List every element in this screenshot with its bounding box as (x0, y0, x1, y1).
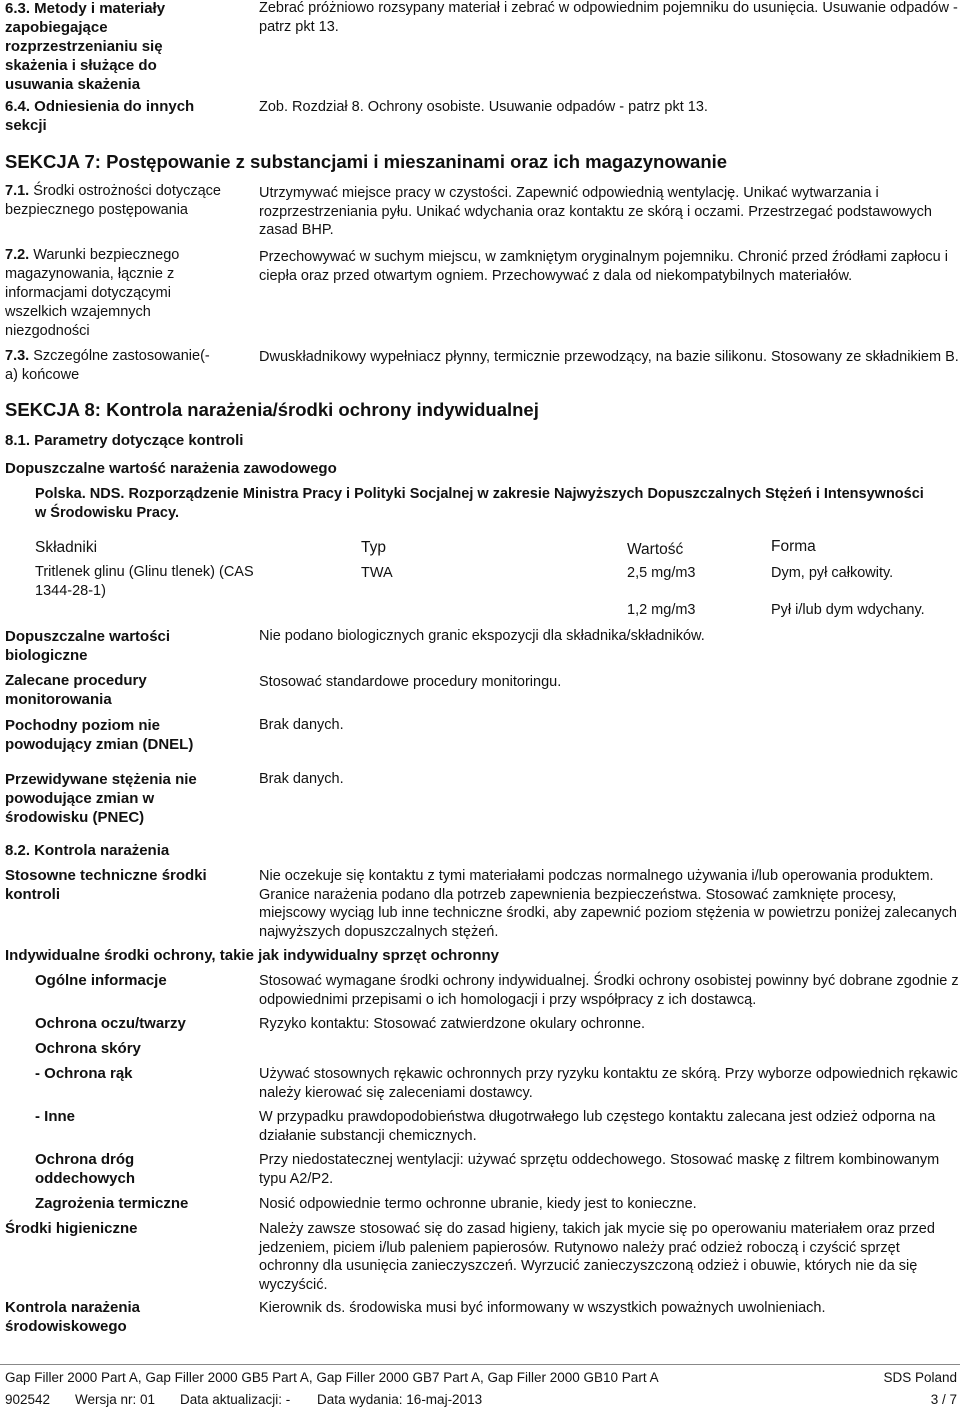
footer-issued: Data wydania: 16-maj-2013 (317, 1392, 483, 1407)
section-8-2-heading: 8.2. Kontrola narażenia (5, 842, 170, 859)
dnel-text: Brak danych. (259, 717, 344, 733)
table-cell-component: Tritlenek glinu (Glinu tlenek) (CAS 1344-28-1) (35, 564, 254, 599)
section-7-1-label (5, 182, 225, 220)
skin-protection-label: Ochrona skóry (35, 1040, 141, 1057)
engineering-controls-label: Stosowne techniczne środki kontroli (5, 867, 207, 903)
footer-divider (0, 1364, 960, 1365)
other-protection-label: - Inne (35, 1108, 75, 1125)
section-7-2-title: Warunki bezpiecznego magazynowania, łącznie z informacjami dotyczącymi wszelkich wzajemnych niezgodności (5, 247, 180, 339)
hygiene-label: Środki higieniczne (5, 1220, 138, 1237)
thermal-hazards-label: Zagrożenia termiczne (35, 1195, 189, 1212)
general-info-label: Ogólne informacje (35, 972, 167, 989)
pnec-text: Brak danych. (259, 771, 344, 787)
section-6-4-label: 6.4. Odniesienia do innych sekcji (5, 98, 195, 134)
table-cell-value: 1,2 mg/m3 (627, 602, 696, 618)
section-7-2-number: 7.2. (5, 247, 30, 263)
pnec-label: Przewidywane stężenia nie powodujące zmian w środowisku (PNEC) (5, 771, 197, 826)
section-7-3-number: 7.3. (5, 348, 30, 364)
section-7-1-number: 7.1. (5, 183, 30, 199)
respiratory-protection-label: Ochrona dróg oddechowych (35, 1151, 136, 1187)
section-6-4-text: Zob. Rozdział 8. Ochrony osobiste. Usuwanie odpadów - patrz pkt 13. (259, 99, 708, 115)
section-6-3-label: 6.3. Metody i materiały zapobiegające rozprzestrzenianiu się skażenia i służące do usuwania skażenia (5, 0, 166, 93)
section-7-3-text: Dwuskładnikowy wypełniacz płynny, termicznie przewodzący, na bazie silikonu. Stosowany ze składnikiem B. (259, 349, 959, 365)
footer-updated: Data aktualizacji: - (180, 1392, 291, 1407)
section-8-1-heading: 8.1. Parametry dotyczące kontroli (5, 432, 244, 449)
environmental-control-text: Kierownik ds. środowiska musi być informowany w wszystkich poważnych uwolnieniach. (259, 1300, 826, 1316)
table-header-type: Typ (361, 539, 386, 556)
engineering-controls-text: Nie oczekuje się kontaktu z tymi materiałami podczas normalnego używania i/lub operowania produktem. Granice narażenia podano dla potrzeb zapewnienia bezpieczeństwa. Stosować zamknięte procesy, miejscowy wyciąg lub inne techniczne środki, aby zapewnić poziom stężenia w powietrzu poniżej zalecanych najwyższych dopuszczalnych stężeń. (259, 868, 957, 940)
hand-protection-label: - Ochrona rąk (35, 1065, 133, 1082)
section-7-title: SEKCJA 7: Postępowanie z substancjami i mieszaninami oraz ich magazynowanie (5, 151, 728, 172)
hygiene-text: Należy zawsze stosować się do zasad higieny, takich jak mycie się po operowaniu materiałem oraz przed jedzeniem, piciem i/lub paleniem papierosów. Rutynowo należy prać odzież roboczą i czyścić sprzęt ochronny dla usunięcia zanieczyszczeń. Wyrzucić zanieczyszczoną odzież i obuwie, których nie da się wyczyścić. (259, 1221, 935, 1293)
section-7-1-text: Utrzymywać miejsce pracy w czystości. Zapewnić odpowiednią wentylację. Unikać wytwarzania i rozprzestrzeniania pyłu. Unikać wdychania oraz kontaktu ze skórą i oczami. Przestrzegać podstawowych zasad BHP. (259, 185, 932, 238)
section-8-title: SEKCJA 8: Kontrola narażenia/środki ochrony indywidualnej (5, 399, 539, 420)
section-7-2-label (5, 246, 230, 341)
section-7-1-title: Środki ostrożności dotyczące bezpiecznego postępowania (5, 183, 221, 218)
table-header-value: Wartość (627, 541, 684, 558)
table-cell-form: Dym, pył całkowity. (771, 565, 894, 581)
table-cell-type: TWA (361, 565, 393, 581)
regulation-text: Polska. NDS. Rozporządzenie Ministra Pracy i Polityki Socjalnej w zakresie Najwyższych Dopuszczalnych Stężeń i Intensywności w Środowisku Pracy. (35, 486, 924, 521)
table-cell-form: Pył i/lub dym wdychany. (771, 602, 925, 618)
section-7-3-label (5, 347, 215, 385)
monitoring-text: Stosować standardowe procedury monitoringu. (259, 674, 562, 690)
table-header-form: Forma (771, 538, 816, 555)
eye-protection-text: Ryzyko kontaktu: Stosować zatwierdzone okulary ochronne. (259, 1016, 646, 1032)
section-6-3-text: Zebrać próżniowo rozsypany materiał i zebrać w odpowiednim pojemniku do usunięcia. Usuwanie odpadów - patrz pkt 13. (259, 0, 958, 35)
footer-products: Gap Filler 2000 Part A, Gap Filler 2000 GB5 Part A, Gap Filler 2000 GB7 Part A, Gap Filler 2000 GB10 Part A (5, 1370, 659, 1385)
ppe-heading: Indywidualne środki ochrony, takie jak indywidualny sprzęt ochronny (5, 947, 499, 964)
section-7-3-title: Szczególne zastosowanie(-a) końcowe (5, 348, 210, 383)
environmental-control-label: Kontrola narażenia środowiskowego (5, 1299, 141, 1335)
other-protection-text: W przypadku prawdopodobieństwa długotrwałego lub częstego kontaktu zalecana jest odzież odporna na działanie substancji chemicznych. (259, 1109, 936, 1144)
footer-page-number: 3 / 7 (930, 1392, 957, 1407)
monitoring-label: Zalecane procedury monitorowania (5, 672, 147, 708)
footer-sds: SDS Poland (883, 1370, 957, 1385)
biological-limits-text: Nie podano biologicznych granic ekspozycji dla składnika/składników. (259, 628, 705, 644)
eye-protection-label: Ochrona oczu/twarzy (35, 1015, 186, 1032)
table-header-components: Składniki (35, 539, 98, 556)
footer-code: 902542 (5, 1392, 51, 1407)
oel-heading: Dopuszczalne wartość narażenia zawodowego (5, 460, 337, 477)
table-cell-value: 2,5 mg/m3 (627, 565, 696, 581)
dnel-label: Pochodny poziom nie powodujący zmian (DNEL) (5, 717, 194, 753)
respiratory-protection-text: Przy niedostatecznej wentylacji: używać sprzętu oddechowego. Stosować maskę z filtrem kombinowanym typu A2/P2. (259, 1152, 940, 1187)
section-7-2-text: Przechowywać w suchym miejscu, w zamkniętym oryginalnym pojemniku. Chronić przed źródłami zapłocu i ciepła oraz przed otwartym ogniem. Przechowywać z dala od niekompatybilnych materiałów. (259, 249, 948, 284)
hand-protection-text: Używać stosownych rękawic ochronnych przy ryzyku kontaktu ze skórą. Przy wyborze odpowiednich rękawic należy kierować się zaleceniami dostawcy. (259, 1066, 958, 1101)
footer-version: Wersja nr: 01 (75, 1392, 156, 1407)
biological-limits-label: Dopuszczalne wartości biologiczne (5, 628, 171, 664)
thermal-hazards-text: Nosić odpowiednie termo ochronne ubranie, kiedy jest to konieczne. (259, 1196, 697, 1212)
general-info-text: Stosować wymagane środki ochrony indywidualnej. Środki ochrony osobistej powinny być dobrane zgodnie z odpowiednimi przepisami o ich homologacji i przy współpracy z ich dostawcą. (259, 973, 959, 1008)
